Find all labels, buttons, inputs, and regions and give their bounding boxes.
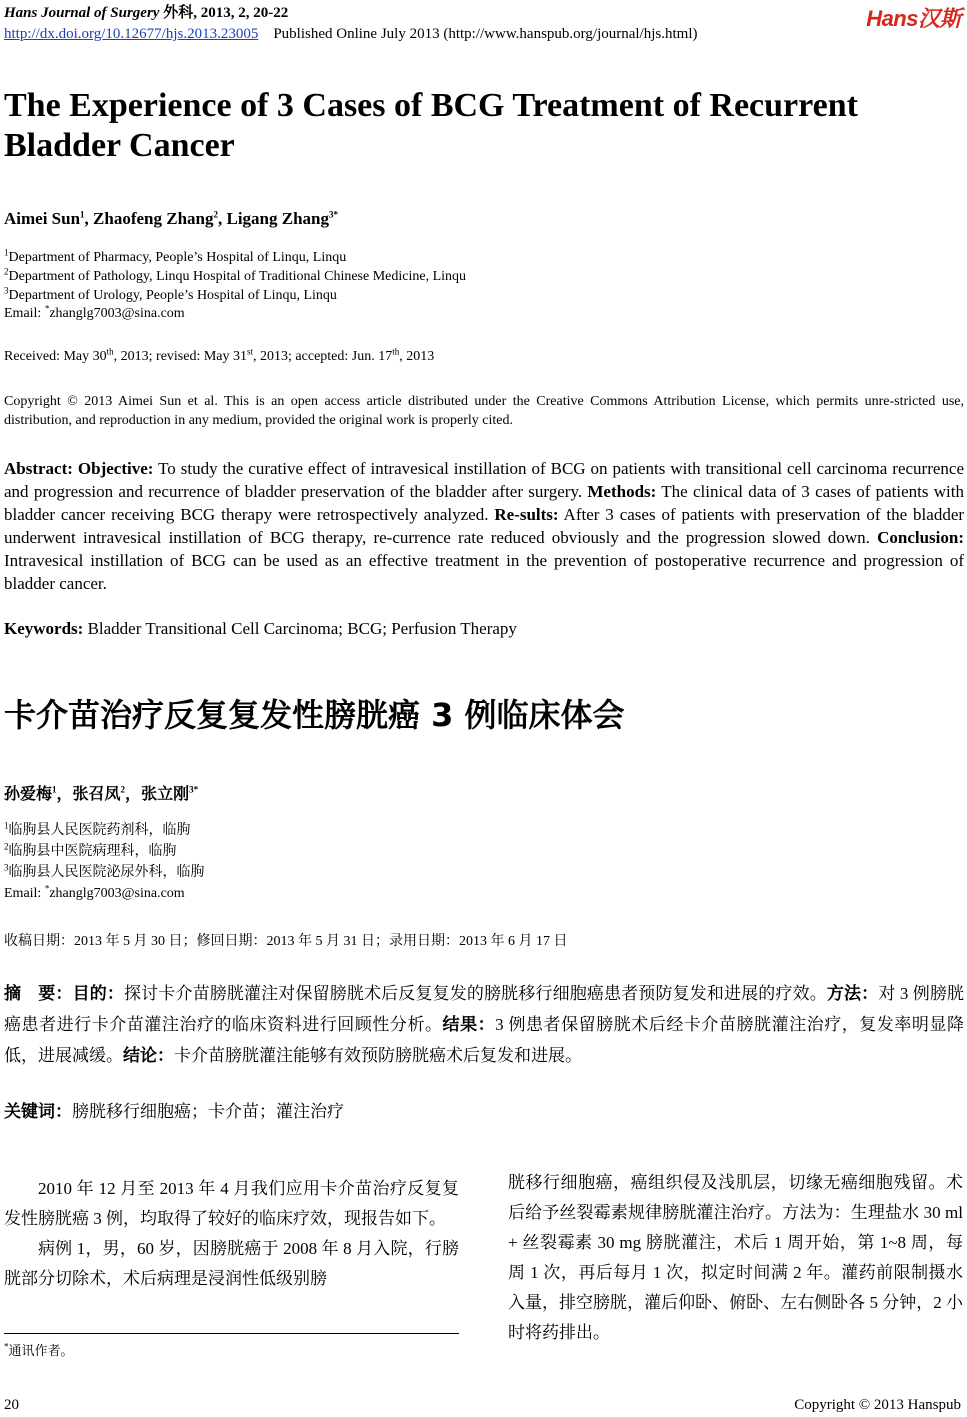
abstract-cn: 摘 要：目的：探讨卡介苗膀胱灌注对保留膀胱术后反复复发的膀胱移行细胞癌患者预防复发和进展的疗效。方法：对 3 例膀胱癌患者进行卡介苗灌注治疗的临床资料进行回顾性分析。结果：3 例患者保留膀胱术后经卡介苗膀胱灌注治疗，复发率明显降低，进展减缓。结论：卡介苗膀胱灌注能够有效预防膀胱癌术后复发和进展。	[4, 984, 965, 1065]
body-column-left	[4, 1174, 459, 1294]
page-number: 20	[4, 1397, 19, 1413]
author-sup: 3*	[329, 209, 339, 220]
author-list-cn: 孙爱梅$^1$，张召凤$^2$，张立刚$^{3*}$	[4, 784, 199, 803]
keywords-cn: 关键词：膀胱移行细胞癌；卡介苗；灌注治疗	[4, 1102, 344, 1121]
affiliation: $^3$Department of Urology, People’s Hospital of Linqu, Linqu	[4, 285, 337, 303]
author-name: Aimei Sun	[4, 209, 81, 228]
journal-cn-issue: 外科, 2013, 2, 20-22	[163, 5, 289, 21]
journal-name: Hans Journal of Surgery	[4, 5, 160, 21]
paragraph: 病例 1，男，60 岁，因膀胱癌于 2008 年 8 月入院，行膀胱部分切除术，术后病理是浸润性低级别膀	[4, 1239, 459, 1288]
email-line: Email: *zhanglg7003@sina.com	[4, 303, 185, 321]
paragraph: 胱移行细胞癌，癌组织侵及浅肌层，切缘无癌细胞残留。术后给予丝裂霉素规律膀胱灌注治疗。方法为：生理盐水 30 ml + 丝裂霉素 30 mg 膀胱灌注，术后 1 周开始，第 1~8 周，每周 1 次，再后每月 1 次，拟定时间满 2 年。灌药前限制摄水入量，排空膀胱，灌后仰卧、俯卧、左右侧卧各 5 分钟，2 小时将药排出。	[508, 1173, 963, 1342]
footnote-divider	[4, 1333, 459, 1334]
affiliation-cn: $^2$临朐县中医院病理科，临朐	[4, 841, 177, 859]
body-column-right	[508, 1168, 963, 1348]
email-address[interactable]: zhanglg7003@sina.com	[49, 306, 185, 321]
dates-cn: 收稿日期：2013 年 5 月 30 日；修回日期：2013 年 5 月 31 日；录用日期：2013 年 6 月 17 日	[4, 934, 568, 949]
email-address[interactable]: zhanglg7003@sina.com	[49, 886, 185, 901]
journal-header	[4, 4, 288, 22]
footer-copyright: Copyright © 2013 Hanspub	[794, 1397, 961, 1413]
paragraph: 2010 年 12 月至 2013 年 4 月我们应用卡介苗治疗反复复发性膀胱癌 3 例，均取得了较好的临床疗效，现报告如下。	[4, 1179, 459, 1228]
doi-link[interactable]: http://dx.doi.org/10.12677/hjs.2013.23005	[4, 26, 259, 42]
affiliation-cn: $^1$临朐县人民医院药剂科，临朐	[4, 820, 191, 838]
received-dates: Received: May 30th, 2013; revised: May 31st, 2013; accepted: Jun. 17th, 2013	[4, 346, 435, 364]
author-list: Aimei Sun$^1$, Zhaofeng Zhang$^2$, Ligang Zhang$^{3*}$	[4, 209, 339, 228]
author-sup: 2	[213, 209, 218, 220]
published-online: Published Online July 2013 (http://www.hanspub.org/journal/hjs.html)	[273, 26, 698, 42]
abstract-en: Abstract: Objective: To study the curative effect of intravesical instillation of BCG on patients with transitional cell carcinoma recurrence and progression and recurrence of bladder preservation of the bladder after surgery. Methods: The clinical data of 3 cases of patients with bladder cancer receiving BCG therapy were retrospectively analyzed. Re-sults: After 3 cases of patients with preservation of the bladder underwent intravesical instillation of BCG therapy, re-currence rate reduced obviously and the progression slowed down. Conclusion: Intravesical instillation of BCG can be used as an effective treatment in the prevention of postoperative recurrence and progression of bladder cancer.	[4, 459, 965, 593]
keywords-en: Keywords: Bladder Transitional Cell Carcinoma; BCG; Perfusion Therapy	[4, 619, 517, 638]
affiliation: $^1$Department of Pharmacy, People’s Hospital of Linqu, Linqu	[4, 247, 347, 265]
author-name: Ligang Zhang	[226, 209, 330, 228]
paper-title-cn: 卡介苗治疗反复复发性膀胱癌 3 例临床体会	[4, 696, 625, 734]
affiliation: $^2$Department of Pathology, Linqu Hospital of Traditional Chinese Medicine, Linqu	[4, 266, 467, 284]
affiliation-cn: $^3$临朐县人民医院泌尿外科，临朐	[4, 862, 205, 880]
footnote: *通讯作者。	[4, 1341, 74, 1358]
doi-line	[4, 25, 697, 43]
author-name: Zhaofeng Zhang	[93, 209, 214, 228]
hans-logo: Hans汉斯	[866, 6, 961, 31]
paper-title: The Experience of 3 Cases of BCG Treatment of Recurrent Bladder Cancer	[4, 87, 858, 164]
author-sup: 1	[80, 209, 85, 220]
copyright-notice: Copyright © 2013 Aimei Sun et al. This is an open access article distributed under the Creative Commons Attribution License, which permits unre-stricted use, distribution, and reproduction in any medium, provided the original work is properly cited.	[4, 394, 964, 428]
email-line-cn: Email: *zhanglg7003@sina.com	[4, 883, 185, 901]
